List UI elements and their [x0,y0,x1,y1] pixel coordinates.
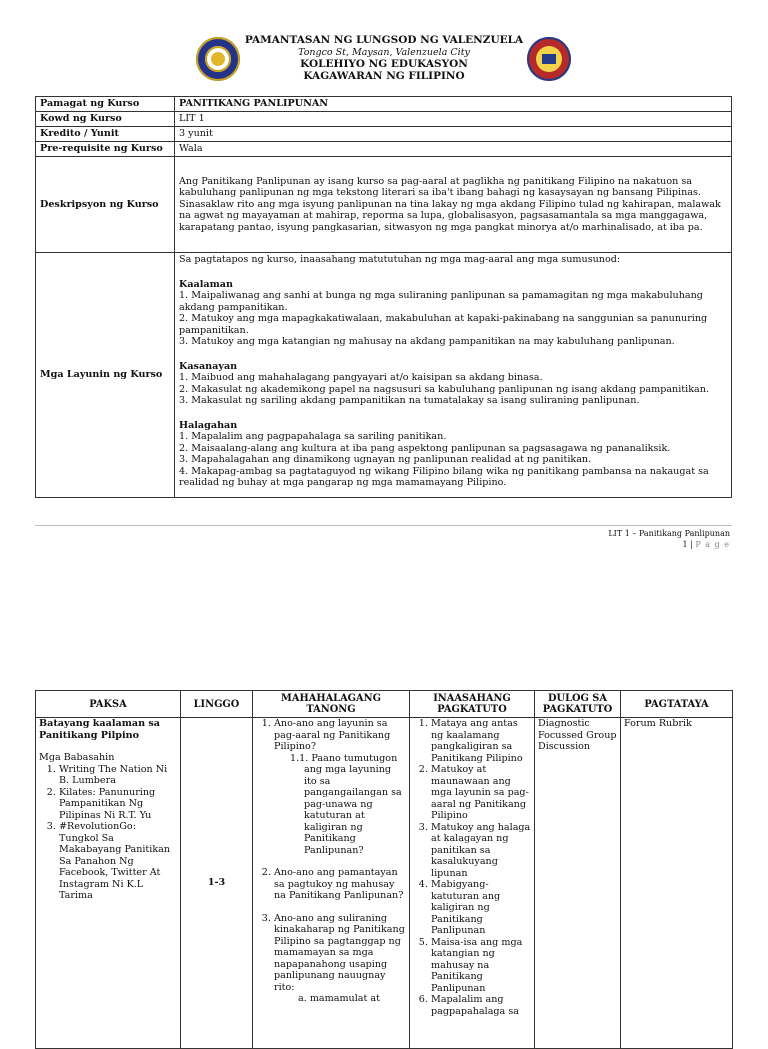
outcome-item: 3. Matukoy ang halaga at kalagayan ng panitikan sa kasalukuyang lipunan [431,822,531,880]
reading-item: 1. Writing The Nation Ni B. Lumbera [59,764,177,787]
course-prereq-label: Pre-requisite ng Kurso [36,142,175,157]
footer-page-number [682,540,730,549]
header-tanong: MAHAHALAGANG TANONG [253,691,410,718]
readings-list [39,764,177,902]
header-pagkatuto: INAASAHANG PAGKATUTO [410,691,535,718]
schedule-header-row [36,691,733,718]
assessment-cell: Forum Rubrik [621,718,733,1049]
course-objectives-row [36,253,732,498]
readings-label: Mga Babasahin [39,752,115,763]
course-description-label: Deskripsyon ng Kurso [36,157,175,253]
schedule-table [35,690,733,1049]
course-description-row [36,157,732,253]
outcomes-cell [410,718,535,1049]
course-prereq-value: Wala [175,142,732,157]
course-description-value: Ang Panitikang Panlipunan ay isang kurso sa pag-aaral at paglikha ng panitikang Filipino na nakatuon sa kabuluhang panlipunan ng mga tekstong literari sa iba't ibang bahagi ng kasaysayan ng bansang Pilipinas. Sinasaklaw rito ang mga isyung panlipunan na tina lakay ng mga akdang Filipino tulad ng kahirapan, malawak na agwat ng mayayaman at mahirap, reporma sa lupa, globalisasyon, pagsasamantala sa mga manggagawa, karapatang pantao, isyung pangkasarian, sitwasyon ng mga pangkat minorya at/o marhinalisado, at iba pa. [175,157,732,253]
header-dulog: DULOG SA PAGKATUTO [535,691,621,718]
course-objectives-content [175,253,732,498]
question-text: Ano-ano ang layunin sa pag-aaral ng Panitikang Pilipino? [274,718,391,752]
page-divider [35,525,732,526]
halagahan-item: 1. Mapalalim ang pagpapahalaga sa sariling panitikan. [179,431,447,442]
reading-item: 3. #RevolutionGo: Tungkol Sa Makabayang Panitikan Sa Panahon Ng Facebook, Twitter At Instagram Ni K.L Tarima [59,821,177,902]
course-info-table [35,96,732,498]
approach-cell: Diagnostic Focussed Group Discussion [535,718,621,1049]
outcomes-list [413,718,531,1017]
sub-question-text: mamamulat at [309,993,381,1004]
course-credit-label: Kredito / Yunit [36,127,175,142]
course-prereq-row [36,142,732,157]
question-text: Ano-ano ang suliraning kinakaharap ng Panitikang Pilipino sa pagtanggap ng mamamayan sa mga napapanahong usaping panlipunang nauugnay rito: [274,912,405,993]
sub-question-text: Paano tumutugon ang mga layuning ito sa pangangailangan sa pag-unawa ng katuturan at kaligiran ng Panitikang Panlipunan? [304,752,402,856]
questions-cell [253,718,410,1049]
footer-course-ref: LIT 1 – Panitikang Panlipunan [608,529,730,538]
outcome-item: 2. Matukoy at maunawaan ang mga layunin sa pag-aaral ng Panitikang Pilipino [431,764,531,822]
college-name: KOLEHIYO NG EDUKASYON [300,58,468,70]
college-seal-logo [527,37,571,81]
kaalaman-heading: Kaalaman [179,278,233,290]
kasanayan-item: 3. Makasulat ng sariling akdang pampanitikan na tumatalakay sa isang suliraning panlipunan. [179,395,640,406]
question-item: 2. Ano-ano ang pamantayan sa pagtukoy ng mahusay na Panitikang Panlipunan? [274,867,406,902]
reading-item: 2. Kilates: Panunuring Pampanitikan Ng Pilipinas Ni R.T. Yu [59,787,177,822]
header-paksa: PAKSA [36,691,181,718]
kasanayan-item: 1. Maibuod ang mahahalagang pangyayari at/o kaisipan sa akdang binasa. [179,372,543,383]
header-pagtataya: PAGTATAYA [621,691,733,718]
department-name: KAGAWARAN NG FILIPINO [303,70,465,82]
page-number: 1 [682,540,688,549]
kasanayan-item: 2. Makasulat ng akademikong papel na nagsusuri sa kabuluhang panlipunan ng isang akdang pampanitikan. [179,383,709,395]
question-item [274,718,406,856]
course-title-value: PANITIKANG PANLIPUNAN [175,97,732,112]
university-address: Tongco St, Maysan, Valenzuela City [298,47,470,58]
kaalaman-item: 3. Matukoy ang mga katangian ng mahusay na akdang pampanitikan na may kabuluhang panlipunan. [179,336,675,347]
university-seal-logo [196,37,240,81]
halagahan-item: 2. Maisaalang-alang ang kultura at iba pang aspektong panlipunan sa pagsasagawa ng pananaliksik. [179,442,671,454]
halagahan-heading: Halagahan [179,419,238,431]
university-name: PAMANTASAN NG LUNGSOD NG VALENZUELA [244,34,524,46]
schedule-row [36,718,733,1049]
objectives-intro: Sa pagtatapos ng kurso, inaasahang matututuhan ng mga mag-aaral ang mga sumusunod: [179,254,621,265]
outcome-item: 4. Mabigyang-katuturan ang kaligiran ng Panitikang Panlipunan [431,879,531,937]
course-code-label: Kowd ng Kurso [36,112,175,127]
course-credit-row [36,127,732,142]
course-code-value: LIT 1 [175,112,732,127]
halagahan-item: 3. Mapahalagahan ang dinamikong ugnayan ng panlipunan realidad at ng panitikan. [179,454,592,465]
week-cell: 1-3 [181,718,253,1049]
kasanayan-heading: Kasanayan [179,360,238,372]
outcome-item: 5. Maisa-isa ang mga katangian ng mahusay na Panitikang Panlipunan [431,937,531,995]
kaalaman-item: 2. Matukoy ang mga mapagkakatiwalaan, makabuluhan at kapaki-pakinabang na sanggunian sa panunuring pampanitikan. [179,313,708,336]
sub-question: a. mamamulat at [298,993,381,1004]
kaalaman-item: 1. Maipaliwanag ang sanhi at bunga ng mga suliraning panlipunan sa pamamagitan ng mga makabuluhang akdang pampanitikan. [179,290,703,313]
page-word: P a g e [695,540,730,549]
header-linggo: LINGGO [181,691,253,718]
page-separator: | [687,540,696,549]
sub-question: 1.1. Paano tumutugon ang mga layuning ito sa pangangailangan sa pag-unawa ng katuturan at kaligiran ng Panitikang Panlipunan? [290,752,402,856]
topic-cell [36,718,181,1049]
outcome-item: 6. Mapalalim ang pagpapahalaga sa [431,994,531,1017]
course-title-row [36,97,732,112]
course-objectives-label: Mga Layunin ng Kurso [36,253,175,498]
question-item [274,913,406,1005]
topic-title: Batayang kaalaman sa Panitikang Pilpino [39,718,161,741]
course-credit-value: 3 yunit [175,127,732,142]
halagahan-item: 4. Makapag-ambag sa pagtataguyod ng wikang Filipino bilang wika ng panitikang pambansa na nakaugat sa realidad ng buhay at mga pangarap ng mga mamamayang Pilipino. [179,465,709,488]
questions-list [256,718,406,1005]
course-code-row [36,112,732,127]
outcome-item: 1. Mataya ang antas ng kaalamang pangkaligiran sa Panitikang Pilipino [431,718,531,764]
course-title-label: Pamagat ng Kurso [36,97,175,112]
